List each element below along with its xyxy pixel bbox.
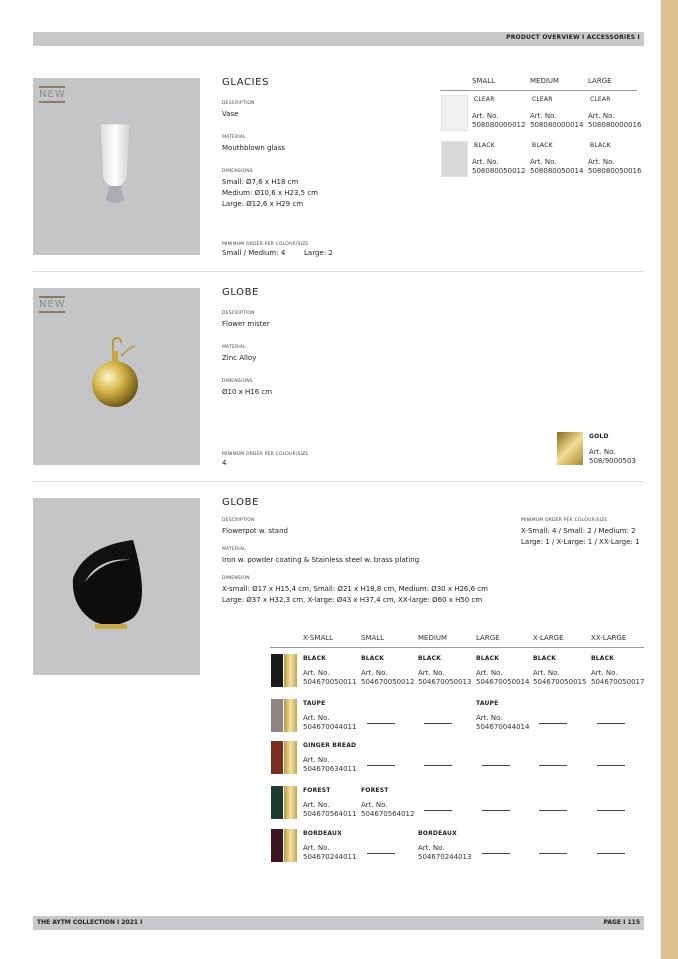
size-header: SMALL <box>361 634 385 642</box>
desc-label: DESCRIPTION <box>222 518 255 523</box>
brass-swatch <box>284 699 297 732</box>
art-no: Art. No. 504670050012 <box>361 669 415 686</box>
art-no: Art. No. 504670050014 <box>476 669 530 686</box>
size-header: MEDIUM <box>530 77 560 85</box>
color-name: BLACK <box>474 142 495 149</box>
art-no: Art. No. 504670050013 <box>418 669 472 686</box>
art-no: Art. No. 504670634011 <box>303 756 357 773</box>
empty-cell-dash <box>539 853 567 854</box>
art-no: Art. No. 508080000012 <box>472 112 526 129</box>
vase-illustration <box>33 78 200 255</box>
dimension-line-1: X-small: Ø17 x H15,4 cm, Small: Ø21 x H18,8 cm, Medium: Ø30 x H26,6 cm <box>222 585 488 593</box>
color-swatch <box>271 654 283 687</box>
empty-cell-dash <box>597 765 625 766</box>
min-order-line-1: X-Small: 4 / Small: 2 / Medium: 2 <box>521 527 636 535</box>
new-badge: NEW <box>39 85 65 104</box>
art-no: Art. No. 504670050017 <box>591 669 645 686</box>
empty-cell-dash <box>367 853 395 854</box>
art-no: Art. No. 504670564012 <box>361 801 415 818</box>
empty-cell-dash <box>367 765 395 766</box>
table-rule <box>440 90 637 91</box>
color-name: GINGER BREAD <box>303 742 357 749</box>
color-name: BLACK <box>476 655 500 662</box>
empty-cell-dash <box>424 810 452 811</box>
empty-cell-dash <box>539 765 567 766</box>
desc-label: DESCRIPTION <box>222 101 255 106</box>
brass-swatch <box>284 741 297 774</box>
desc-value: Flower mister <box>222 320 270 328</box>
material-value: Zinc Alloy <box>222 354 257 362</box>
min-order-b: Large: 2 <box>304 249 333 257</box>
color-name: FOREST <box>361 787 389 794</box>
color-name: BLACK <box>533 655 557 662</box>
material-label: MATERIAL <box>222 135 246 140</box>
empty-cell-dash <box>482 810 510 811</box>
color-swatch <box>271 699 283 732</box>
empty-cell-dash <box>597 723 625 724</box>
desc-label: DESCRIPTION <box>222 311 255 316</box>
art-no: Art. No. 508080050016 <box>588 158 642 175</box>
page-edge-strip <box>661 0 678 959</box>
dimensions-label: DIMENSIONS <box>222 169 253 174</box>
desc-value: Flowerpot w. stand <box>222 527 288 535</box>
material-value: Mouthblown glass <box>222 144 285 152</box>
empty-cell-dash <box>482 853 510 854</box>
dimensions-label: DIMENSION <box>222 576 250 581</box>
empty-cell-dash <box>597 853 625 854</box>
color-name: BLACK <box>532 142 553 149</box>
material-value: Iron w. powder coating & Stainless steel w. brass plating <box>222 556 420 564</box>
header-bar <box>33 32 644 46</box>
size-header: X-SMALL <box>303 634 334 642</box>
color-name: BLACK <box>418 655 442 662</box>
color-swatch <box>271 786 283 819</box>
dimension-large: Large: Ø12,6 x H29 cm <box>222 200 304 208</box>
globe-mister-title: GLOBE <box>222 287 260 298</box>
empty-cell-dash <box>597 810 625 811</box>
size-header: LARGE <box>588 77 612 85</box>
color-swatch <box>271 829 283 862</box>
dimension-value: Ø10 x H16 cm <box>222 388 273 396</box>
size-header: MEDIUM <box>418 634 448 642</box>
empty-cell-dash <box>424 765 452 766</box>
min-order-a: Small / Medium: 4 <box>222 249 286 257</box>
color-swatch <box>441 95 468 131</box>
color-name: GOLD <box>589 433 609 440</box>
empty-cell-dash <box>539 810 567 811</box>
art-no: Art. No. 504670244011 <box>303 844 357 861</box>
desc-value: Vase <box>222 110 239 118</box>
art-no: Art. No. 504670050015 <box>533 669 587 686</box>
glacies-title: GLACIES <box>222 77 270 88</box>
color-name: BORDEAUX <box>303 830 342 837</box>
glacies-photo <box>33 78 200 255</box>
art-no: Art. No. 508/9000503 <box>589 448 636 465</box>
divider <box>33 481 644 482</box>
brass-swatch <box>284 654 297 687</box>
min-order-line-2: Large: 1 / X-Large: 1 / XX-Large: 1 <box>521 538 640 546</box>
art-no: Art. No. 504670244013 <box>418 844 472 861</box>
globe-flowerpot-photo <box>33 498 200 675</box>
globe-flowerpot-title: GLOBE <box>222 497 260 508</box>
empty-cell-dash <box>367 723 395 724</box>
size-header: XX-LARGE <box>591 634 627 642</box>
footer-bar <box>33 916 644 930</box>
color-name: CLEAR <box>474 96 495 103</box>
material-label: MATERIAL <box>222 547 246 552</box>
divider <box>33 271 644 272</box>
min-order-label: MINIMUM ORDER PER COLOUR/SIZE <box>222 452 309 457</box>
empty-cell-dash <box>539 723 567 724</box>
dimension-small: Small: Ø7,6 x H18 cm <box>222 178 299 186</box>
empty-cell-dash <box>424 723 452 724</box>
dimension-line-2: Large: Ø37 x H32,3 cm, X-large: Ø43 x H37,4 cm, XX-large: Ø60 x H50 cm <box>222 596 483 604</box>
min-order-label: MINIMUM ORDER PER COLOUR/SIZE <box>222 242 309 247</box>
art-no: Art. No. 508080000016 <box>588 112 642 129</box>
dimension-medium: Medium: Ø10,6 x H23,5 cm <box>222 189 319 197</box>
color-name: BORDEAUX <box>418 830 457 837</box>
color-swatch <box>441 141 468 177</box>
color-name: FOREST <box>303 787 331 794</box>
size-header: LARGE <box>476 634 500 642</box>
color-name: CLEAR <box>532 96 553 103</box>
art-no: Art. No. 504670564011 <box>303 801 357 818</box>
art-no: Art. No. 504670044014 <box>476 714 530 731</box>
brass-swatch <box>284 786 297 819</box>
material-label: MATERIAL <box>222 345 246 350</box>
flowerpot-illustration <box>33 498 200 675</box>
art-no: Art. No. 508080050014 <box>530 158 584 175</box>
page-number: PAGE I 115 <box>603 919 640 926</box>
color-name: CLEAR <box>590 96 611 103</box>
art-no: Art. No. 504670050011 <box>303 669 357 686</box>
color-name: BLACK <box>590 142 611 149</box>
collection-label: THE AYTM COLLECTION I 2021 I <box>37 919 143 926</box>
art-no: Art. No. 508080000014 <box>530 112 584 129</box>
globe-mister-photo <box>33 288 200 465</box>
min-order-value: 4 <box>222 459 227 467</box>
table-rule <box>270 647 644 648</box>
brass-swatch <box>284 829 297 862</box>
gold-swatch <box>557 432 583 465</box>
mister-illustration <box>33 288 200 465</box>
size-header: X-LARGE <box>533 634 564 642</box>
min-order-label: MINIMUM ORDER PER COLOUR/SIZE <box>521 518 608 523</box>
size-header: SMALL <box>472 77 496 85</box>
color-swatch <box>271 741 283 774</box>
empty-cell-dash <box>482 765 510 766</box>
new-badge: NEW <box>39 295 65 314</box>
color-name: BLACK <box>303 655 327 662</box>
color-name: TAUPE <box>476 700 499 707</box>
art-no: Art. No. 508080050012 <box>472 158 526 175</box>
color-name: TAUPE <box>303 700 326 707</box>
section-label: PRODUCT OVERVIEW I ACCESSORIES I <box>506 34 640 41</box>
dimensions-label: DIMENSIONS <box>222 379 253 384</box>
art-no: Art. No. 504670044011 <box>303 714 357 731</box>
color-name: BLACK <box>361 655 385 662</box>
color-name: BLACK <box>591 655 615 662</box>
